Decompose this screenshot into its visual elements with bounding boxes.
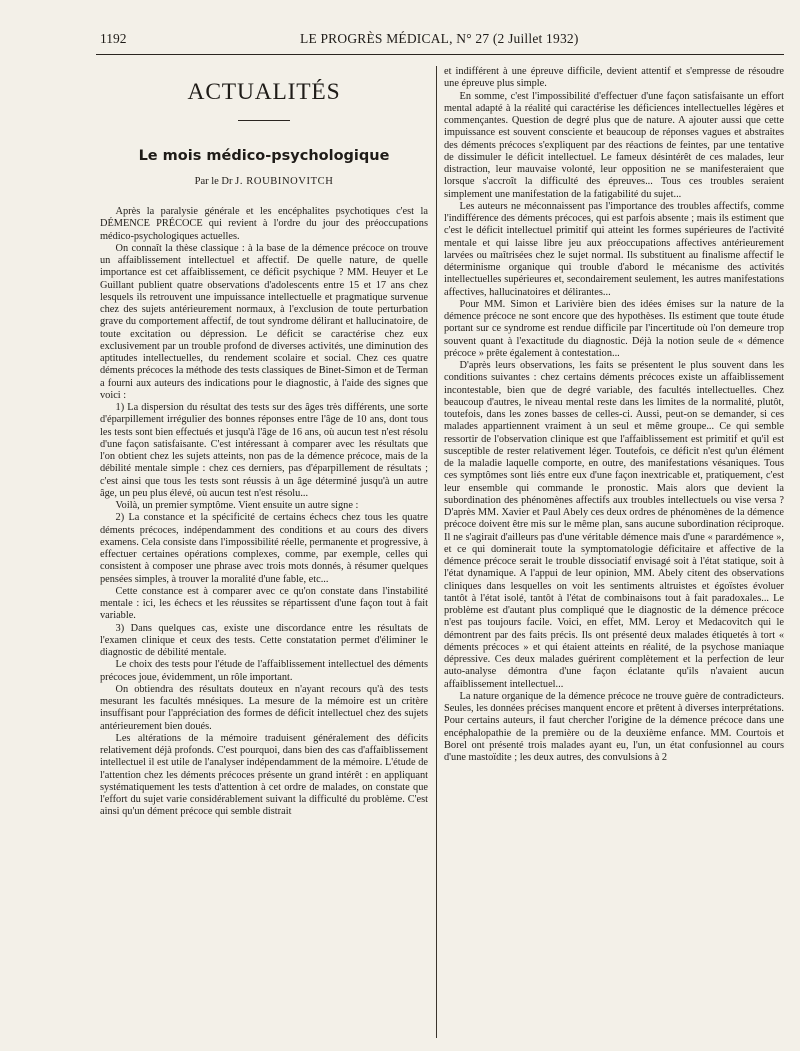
left-column	[100, 60, 428, 1042]
byline-prefix: Par le Dr	[194, 176, 233, 187]
paragraph: En somme, c'est l'impossibilité d'effectuer d'une façon satisfaisante un effort mental adapté à la réalité qui caractérise les déficiences intellectuelles légères et commençantes. Question de degré plus que de nature. A ajouter aussi que cette impuissance est souvent consciente et beaucoup de réponses vagues et abstraites des déments précoces s'expliquent par des réactions de feintes, par une tentative de dissimuler le déficit intellectuel. Le fameux désintérêt de ces malades, leur distraction, leur mauvaise volonté, leur opposition ne se manifesteraient que lorsque s'accroît la difficulté des épreuves... Tous ces troubles seraient simplement une manifestation de la fatigabilité du sujet...	[444, 90, 784, 200]
byline	[100, 175, 428, 188]
section-heading: ACTUALITÉS	[187, 79, 341, 105]
paragraph: Voilà, un premier symptôme. Vient ensuite un autre signe :	[115, 500, 359, 511]
paragraph: Pour MM. Simon et Larivière bien des idées émises sur la nature de la démence précoce ne sont encore que des hypothèses. Ils estiment que toute étude portant sur ce syndrome est rendue difficile par l'incertitude où l'on demeure trop souvent quant à l'exactitude du diagnostic. Déjà la notion seule de « démence précoce » prête également à contestation...	[444, 298, 784, 359]
paragraph: et indifférent à une épreuve difficile, devient attentif et s'empresse de résoudre une épreuve plus simple.	[444, 66, 784, 90]
column-divider	[436, 66, 437, 1038]
paragraph: D'après leurs observations, les faits se présentent le plus souvent dans les conditions suivantes : chez certains déments précoces existe un affaiblissement incontestable, bien que de degré variable, des facultés intellectuelles. Chez beaucoup d'autres, le niveau mental reste dans les limites de la normalité, plutôt, toutefois, dans les zones basses de celles-ci. Aussi, peut-on se demander, si ces malades appartiennent vraiment à un seul et même groupe... Ce qui semble ressortir de l'observation clinique est que l'affaiblissement est primitif et qu'il est susceptible de rester relativement léger. Toutefois, ce déficit n'est qu'un élément de la maladie laquelle comporte, en outre, des manifestations vésaniques. Tous ces symptômes sont liés entre eux d'une façon inextricable et, pratiquement, c'est leur ensemble qui commande le pronostic. Mais alors que devient la subordination des phénomènes affectifs aux troubles intellectuels ou vise versa ? D'après MM. Xavier et Paul Abely ces deux ordres de phénomènes de la démence précoce doivent être mis sur le même plan, sans aucune subordination réciproque. Il ne s'agirait d'ailleurs pas d'une véritable démence mais d'une « parardémence », et ce qui dominerait toute la symptomatologie déficitaire et affective de la démence précoce serait le trouble dissociatif envisagé soit à l'état statique, soit à l'état dynamique. A l'appui de leur opinion, MM. Abely citent des observations cliniques dans lesquelles on voit les sentiments altruistes et égoïstes évoluer tantôt à l'état isolé, tantôt à l'état de combinaisons tout à fait paradoxales... Le problème est d'autant plus compliqué que le diagnostic de la démence précoce n'est pas toujours facile. Voici, en effet, MM. Leroy et Medacovitch qui le démontrent par des faits précis. Ils ont présenté deux malades étiquetés à tort « déments précoces » et qui étaient atteints en réalité, de la psychose maniaque dépressive. Ces deux malades guérirent complètement et la perfection de leur auto-analyse démontra d'une façon éclatante qu'ils n'avaient aucun affaiblissement intellectuel...	[444, 360, 784, 690]
paragraph: Après la paralysie générale et les encéphalites psychotiques c'est la DÉMENCE PRÉCOCE qui revient à l'ordre du jour des préoccupations médico-psychologiques actuelles.	[100, 206, 428, 242]
running-head	[100, 28, 780, 50]
paragraph: Les altérations de la mémoire traduisent généralement des déficits relativement déjà profonds. C'est pourquoi, dans bien des cas d'affaiblissement intellectuel il est utile de l'analyser indépendamment de la mémoire. L'étude de l'attention chez les déments précoces présente un grand intérêt : en appliquant systématiquement les tests d'attention à cet ordre de malades, on constate que l'effort du sujet varie considérablement suivant la difficulté du problème. C'est ainsi qu'un dément précoce qui semble distrait	[100, 732, 428, 818]
header-rule	[96, 54, 784, 55]
author-name: J. ROUBINOVITCH	[235, 176, 334, 187]
page-number: 1192	[100, 31, 127, 46]
paragraph: On obtiendra des résultats douteux en n'ayant recours qu'à des tests mesurant les facultés mnésiques. La mesure de la mémoire est un critère insuffisant pour l'appréciation des formes de déficit intellectuel chez des sujets antérieurement bien doués.	[100, 683, 428, 732]
paragraph: 1) La dispersion du résultat des tests sur des âges très différents, une sorte d'éparpillement irrégulier des bonnes réponses entre l'âge de 10 ans, dont tous les tests sont bien effectués et jusqu'à l'âge de 16 ans, où aucun test n'est résolu d'une façon satisfaisante. C'est intéressant à comparer avec les résultats que l'on obtient chez les sujets atteints, non pas de la démence précoce, mais de la débilité mentale simple : chez ces derniers, pas d'éparpillement de résultats ; c'est ainsi que tous les tests sont réussis à un âge déterminé jusqu'à un autre âge, un peu plus élevé, où aucun test n'est résolu...	[100, 402, 428, 499]
paragraph: Cette constance est à comparer avec ce qu'on constate dans l'instabilité mentale : ici, les échecs et les réussites se répartissent d'une façon tout à fait variable.	[100, 585, 428, 622]
journal-title: LE PROGRÈS MÉDICAL, N° 27 (2 Juillet 1932)	[300, 31, 579, 46]
article-title: Le mois médico-psychologique	[138, 148, 390, 164]
paragraph: Le choix des tests pour l'étude de l'affaiblissement intellectuel des déments précoces joue, évidemment, un rôle important.	[100, 659, 428, 683]
paragraph: La nature organique de la démence précoce ne trouve guère de contradicteurs. Seules, les données précises manquent encore et prêtent à diverses interprétations. Pour certains auteurs, il faut chercher l'origine de la démence précoce dans une encéphalopathie de la première ou de la deuxième enfance. MM. Courtois et Borel ont présenté trois malades ayant eu, l'un, un état confusionnel au cours d'une mastoïdite ; les deux autres, des convulsions à 2	[444, 690, 784, 763]
title-rule	[238, 120, 290, 121]
paragraph: On connaît la thèse classique : à la base de la démence précoce on trouve un affaiblissement intellectuel et affectif. De quelle nature, de quelle importance est cet affaiblissement, ce déficit psychique ? MM. Heuyer et Le Guillant publient quatre observations d'adolescents entre 15 et 17 ans chez lesquels ils retrouvent une impuissance intellectuelle et pragmatique survenue chez des sujets antérieurement normaux, à l'exclusion de toute perturbation grave du comportement affectif, de tout syndrome délirant et hallucinatoire, de toute excitation ou dépression. Le déficit se caractérise chez eux exclusivement par un trouble profond de diverses activités, une diminution des aptitudes intellectuelles, du rendement scolaire et social. Chez ces quatre déments précoces la méthode des tests classiques de Binet-Simon et de Terman a fourni aux auteurs des indications pour le diagnostic, à l'aide des signes que voici :	[100, 242, 428, 401]
paragraph: 3) Dans quelques cas, existe une discordance entre les résultats de l'examen clinique et ceux des tests. Cette constatation permet d'éliminer le diagnostic de débilité mentale.	[100, 622, 428, 658]
right-column	[444, 66, 784, 1048]
paragraph: 2) La constance et la spécificité de certains échecs chez tous les quatre déments précoces, indépendamment des conditions et au cours des divers examens. Cela consiste dans l'impossibilité réelle, permanente et progressive, à effectuer certaines opérations complexes, comme, par exemple, celles qui consistent à composer une phrase avec trois mots donnés, à résumer quelques pensées simples, à trouver la moralité d'une fable, etc...	[100, 512, 428, 585]
paragraph: Les auteurs ne méconnaissent pas l'importance des troubles affectifs, comme l'indifférence des déments précoces, qui est parfois absente ; mais ils estiment que c'est le déficit intellectuel primitif qui atteint les formes supérieures de l'activité mentale et qui laisse libre jeu aux préoccupations affectives antérieurement larvées ou maîtrisées chez le sujet normal. Ils substituent au finalisme affectif le déterminisme organique qui trouble d'abord le mécanisme des activités intellectuelles supérieures et, secondairement seulement, les autres manifestations affectives, hallucinatoires et délirantes...	[444, 200, 784, 298]
